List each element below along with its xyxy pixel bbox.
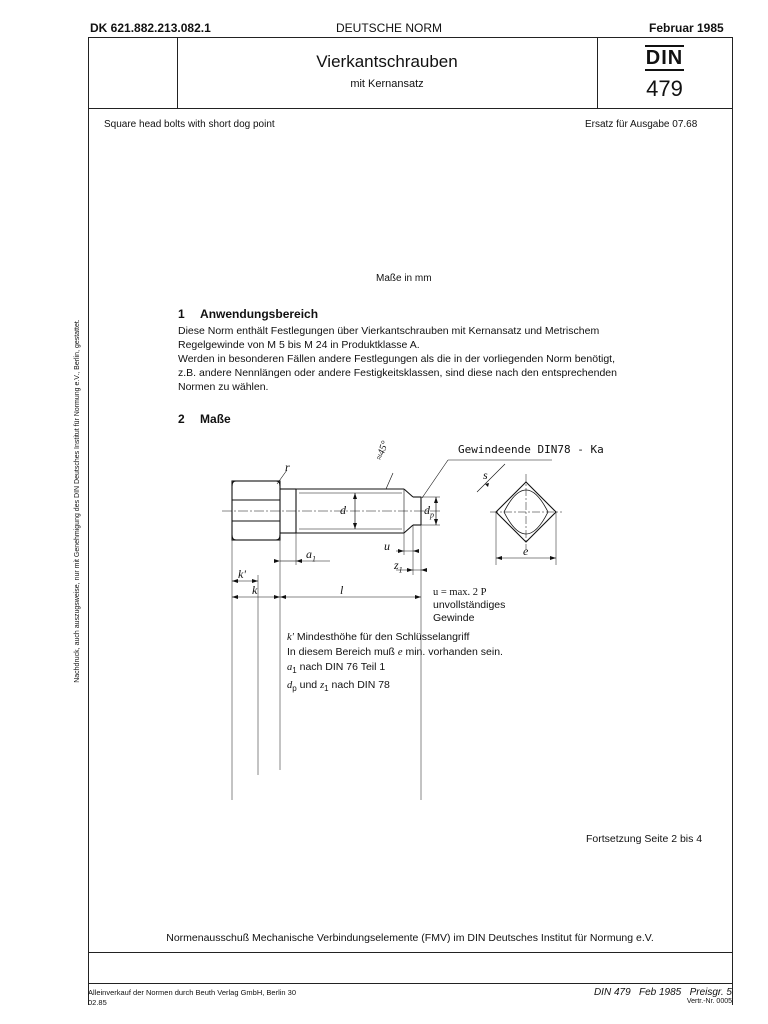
bolt-head	[232, 481, 280, 540]
legend-line	[287, 660, 503, 678]
replacement-note: Ersatz für Ausgabe 07.68	[585, 119, 698, 130]
symbol-legend	[287, 630, 503, 696]
legend-symbol: a	[287, 662, 293, 673]
legend-text: In diesem Bereich muß	[287, 646, 398, 658]
dp-symbol: d	[424, 503, 430, 517]
din-label: DIN	[645, 47, 684, 69]
footer-rule-top	[88, 952, 732, 953]
dog-point-diameter-label	[424, 503, 434, 519]
units-note: Maße in mm	[376, 273, 432, 284]
section-1-title: Anwendungsbereich	[200, 307, 319, 321]
legend-subscript: 1	[292, 666, 297, 676]
a1-subscript: 1	[312, 554, 316, 564]
norm-label: DEUTSCHE NORM	[336, 21, 443, 35]
z1-symbol: z	[394, 558, 399, 572]
u-note-line: unvollständiges	[433, 599, 506, 611]
legend-subscript: 1	[324, 684, 329, 694]
legend-text: min. vorhanden sein.	[402, 646, 503, 658]
document-title: Vierkantschrauben	[316, 52, 458, 71]
legend-text: nach DIN 76 Teil 1	[296, 661, 386, 673]
english-title: Square head bolts with short dog point	[104, 119, 275, 130]
k-label: k	[252, 583, 258, 597]
reprint-notice: Nachdruck, auch auszugsweise, nur mit Genehmigung des DIN Deutsches Institut für Normung e.V., Berlin, gestattet.	[74, 319, 81, 683]
legend-symbol: z	[320, 680, 325, 692]
u-note-line: u = max. 2 P	[433, 587, 487, 598]
u-label: u	[384, 539, 390, 553]
legend-line	[287, 678, 503, 696]
print-date: 02.85	[88, 998, 107, 1007]
section-1-number: 1	[178, 307, 185, 321]
legend-symbol: e	[397, 647, 403, 658]
paragraph-line: Regelgewinde von M 5 bis M 24 in Produktklasse A.	[178, 339, 420, 351]
paragraph-line: Diese Norm enthält Festlegungen über Vierkantschrauben mit Kernansatz und Metrischem	[178, 325, 600, 337]
paragraph-line: Normen zu wählen.	[178, 381, 269, 393]
length-label: l	[340, 583, 344, 597]
footer-rule-bottom	[88, 983, 732, 984]
dp-subscript: p	[430, 510, 434, 520]
radius-label: r	[285, 460, 290, 474]
footer-right	[560, 987, 732, 1005]
legend-text: und	[296, 679, 321, 692]
document-subtitle: mit Kernansatz	[350, 78, 424, 90]
u-note-line: Gewinde	[433, 612, 475, 624]
legend-line	[287, 630, 503, 645]
issue-date: Februar 1985	[649, 21, 724, 35]
a1-label	[306, 547, 316, 563]
width-across-flats-label: s	[483, 468, 488, 482]
din-number: 479	[646, 76, 683, 101]
angle-label: ≈45°	[374, 439, 392, 462]
section-2-number: 2	[178, 412, 185, 426]
legend-subscript: p	[292, 684, 297, 694]
legend-symbol: k'	[287, 632, 294, 643]
u-note	[433, 586, 505, 625]
z1-subscript: 1	[398, 565, 403, 575]
section-2-title: Maße	[200, 412, 231, 426]
publisher-note: Alleinverkauf der Normen durch Beuth Verlag GmbH, Berlin 30	[88, 988, 297, 997]
dk-number: DK 621.882.213.082.1	[90, 21, 211, 35]
legend-text: Mindesthöhe für den Schlüsselangriff	[293, 631, 470, 643]
legend-line	[287, 645, 503, 660]
width-across-corners-label: e	[523, 544, 529, 558]
z1-label	[394, 558, 403, 574]
paragraph-line: z.B. andere Nennlängen oder andere Festigkeitsklassen, sind diese nach den entsprechenden	[178, 367, 617, 379]
footer-left	[88, 988, 296, 1008]
price-group: DIN 479 Feb 1985 Preisgr. 5	[593, 987, 732, 998]
continuation-note: Fortsetzung Seite 2 bis 4	[586, 833, 703, 845]
committee-note: Normenausschuß Mechanische Verbindungselemente (FMV) im DIN Deutsches Institut für Normung e.V.	[166, 932, 654, 944]
thread-end-label: Gewindeende DIN78 - Ka	[458, 443, 604, 456]
legend-text: nach DIN 78	[328, 679, 390, 692]
a1-symbol: a	[306, 547, 312, 561]
diameter-label: d	[340, 503, 346, 517]
legend-symbol: d	[287, 680, 293, 692]
k-prime-label: k'	[238, 567, 246, 581]
paragraph-line: Werden in besonderen Fällen andere Festlegungen als die in der vorliegenden Norm benötigt,	[178, 353, 616, 365]
sales-number: Vertr.-Nr. 0005	[686, 998, 732, 1005]
